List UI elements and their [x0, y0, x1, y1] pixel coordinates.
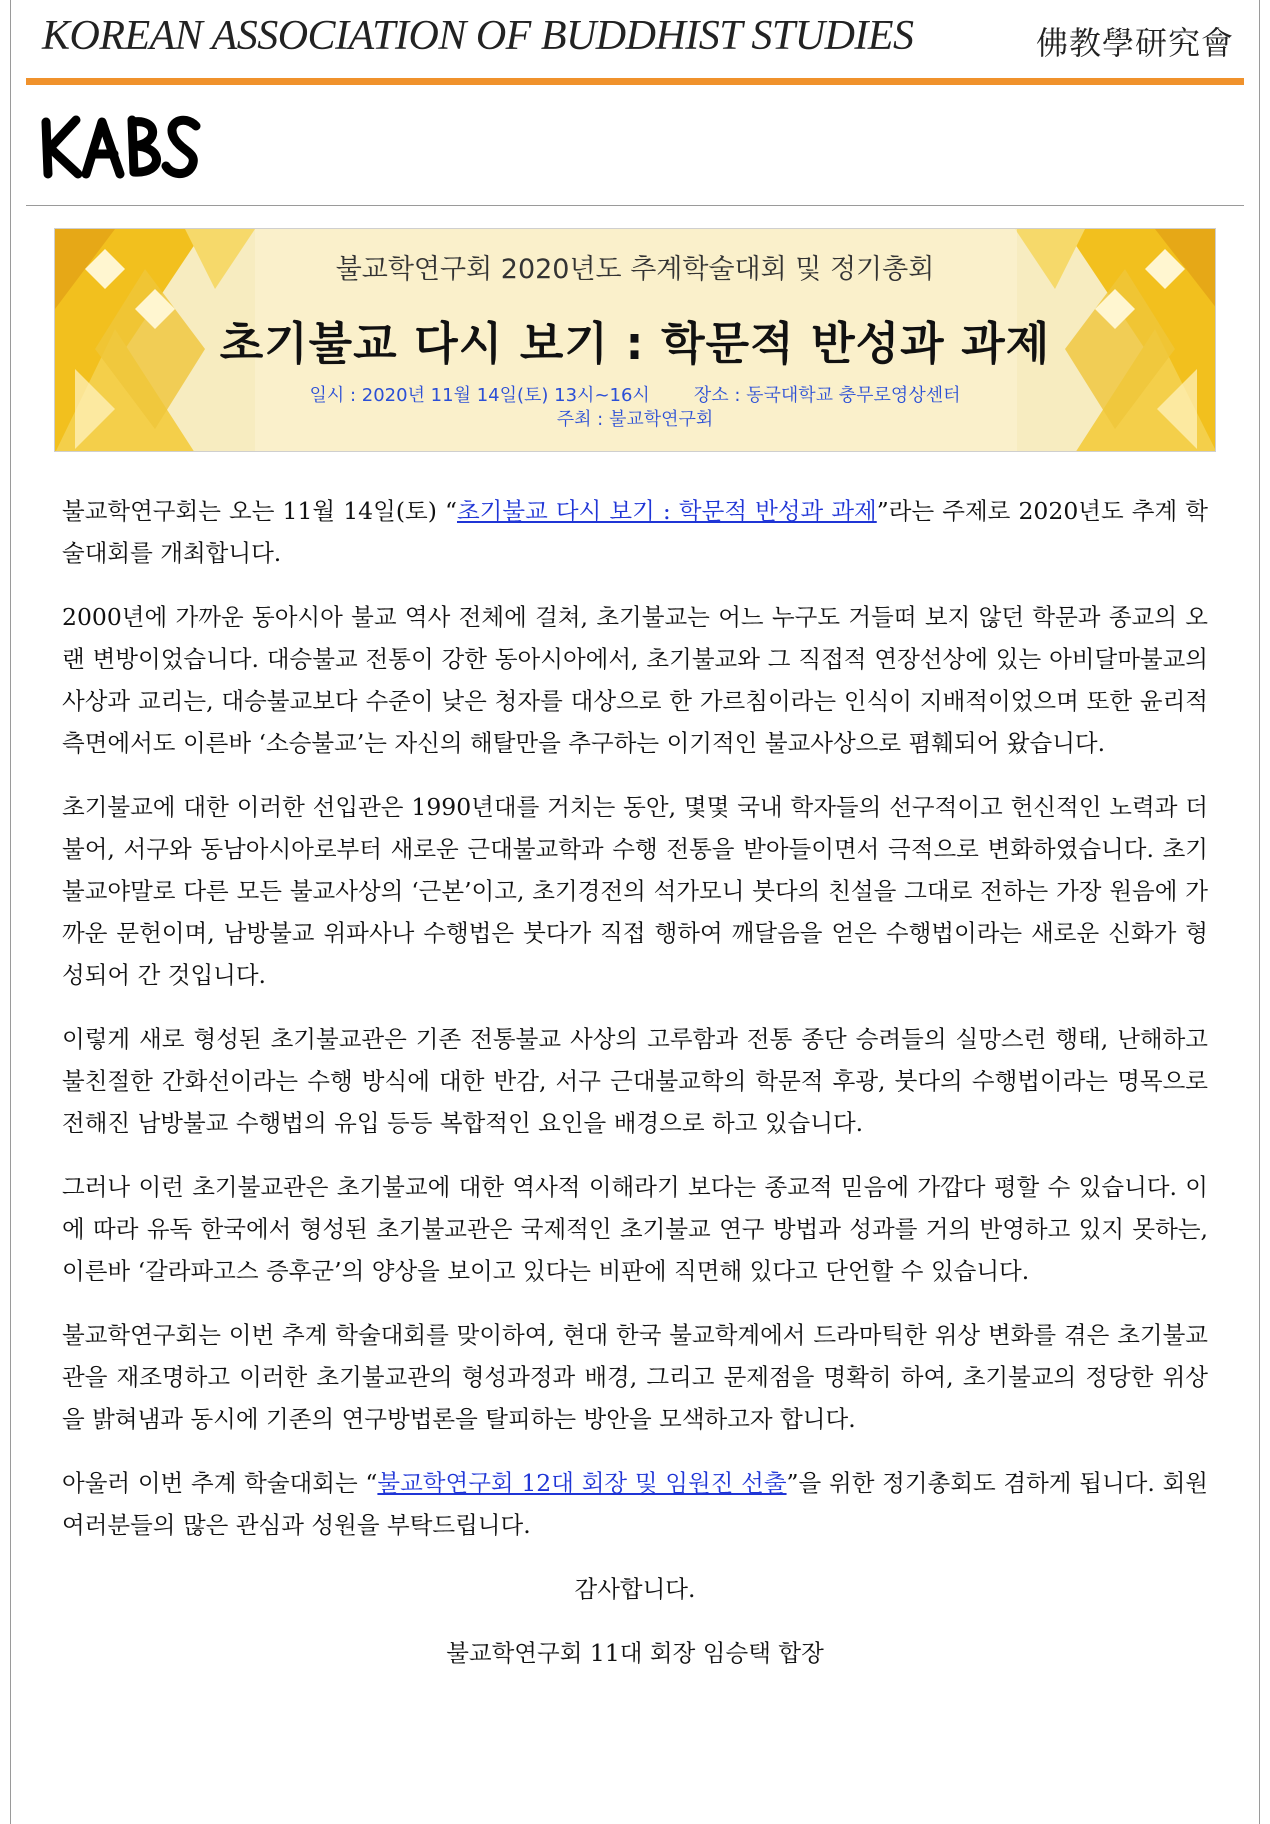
banner-title: 초기불교 다시 보기 : 학문적 반성과 과제 — [219, 317, 1051, 370]
paragraph-purpose: 불교학연구회는 이번 추계 학술대회를 맞이하여, 현대 한국 불교학계에서 드라마틱한 위상 변화를 겪은 초기불교관을 재조명하고 이러한 초기불교관의 형성과정과 배경, 그리고 문제점을 명확히 하여, 초기불교의 정당한 위상을 밝혀냄과 동시에 기존의 연구방법론을 탈피하는 방안을 모색하고자 합니다. — [62, 1321, 1208, 1433]
announcement-body — [62, 490, 1208, 1696]
logo-divider — [26, 205, 1244, 206]
paragraph-new-view: 이렇게 새로 형성된 초기불교관은 기존 전통불교 사상의 고루함과 전통 종단 승려들의 실망스런 행태, 난해하고 불친절한 간화선이라는 수행 방식에 대한 반감, 서구 근대불교학의 학문적 후광, 붓다의 수행법이라는 명목으로 전해진 남방불교 수행법의 유입 등등 복합적인 요인을 배경으로 하고 있습니다. — [62, 1025, 1208, 1137]
banner-subtitle: 불교학연구회 2020년도 추계학술대회 및 정기총회 — [335, 254, 935, 285]
thanks-text: 감사합니다. — [574, 1575, 696, 1603]
signature-text: 불교학연구회 11대 회장 임승택 합장 — [446, 1639, 824, 1667]
org-name: KOREAN ASSOCIATION OF BUDDHIST STUDIES — [42, 13, 914, 59]
topic-link[interactable]: 초기불교 다시 보기 : 학문적 반성과 과제 — [456, 497, 877, 525]
paragraph-general-meeting: 아울러 이번 추계 학술대회는 “불교학연구회 12대 회장 및 임원진 선출”을 위한 정기총회도 겸하게 됩니다. 회원 여러분들의 많은 관심과 성원을 부탁드립니다. — [62, 1469, 1208, 1539]
banner-date: 일시 : 2020년 11월 14일(토) 13시~16시 — [309, 385, 650, 406]
banner-date-venue — [55, 381, 1215, 407]
kabs-logo — [38, 108, 204, 180]
header-divider — [26, 78, 1244, 85]
paragraph-1990s: 초기불교에 대한 이러한 선입관은 1990년대를 거치는 동안, 몇몇 국내 학자들의 선구적이고 헌신적인 노력과 더불어, 서구와 동남아시아로부터 새로운 근대불교학과 수행 전통을 받아들이면서 극적으로 변화하였습니다. 초기불교야말로 다른 모든 불교사상의 ‘근본’이고, 초기경전의 석가모니 붓다의 친설을 그대로 전하는 가장 원음에 가까운 문헌이며, 남방불교 위파사나 수행법은 붓다가 직접 행하여 깨달음을 얻은 수행법이라는 새로운 신화가 형성되어 간 것입니다. — [62, 793, 1208, 989]
banner-host: 주최 : 불교학연구회 — [556, 409, 714, 430]
election-link[interactable]: 불교학연구회 12대 회장 및 임원진 선출 — [377, 1469, 787, 1497]
org-name-hanja: 佛教學研究會 — [1035, 24, 1234, 62]
event-banner[interactable] — [54, 228, 1216, 452]
paragraph-history: 2000년에 가까운 동아시아 불교 역사 전체에 걸쳐, 초기불교는 어느 누구도 거들떠 보지 않던 학문과 종교의 오랜 변방이었습니다. 대승불교 전통이 강한 동아시아에서, 초기불교와 그 직접적 연장선상에 있는 아비달마불교의 사상과 교리는, 대승불교보다 수준이 낮은 청자를 대상으로 한 가르침이라는 인식이 지배적이었으며 또한 윤리적 측면에서도 이른바 ‘소승불교’는 자신의 해탈만을 추구하는 이기적인 불교사상으로 폄훼되어 왔습니다. — [62, 603, 1208, 757]
banner-venue: 장소 : 동국대학교 충무로영상센터 — [693, 385, 961, 406]
header — [26, 0, 1244, 80]
paragraph-intro: 불교학연구회는 오는 11월 14일(토) “초기불교 다시 보기 : 학문적 반성과 과제”라는 주제로 2020년도 추계 학술대회를 개최합니다. — [62, 497, 1208, 567]
paragraph-criticism: 그러나 이런 초기불교관은 초기불교에 대한 역사적 이해라기 보다는 종교적 믿음에 가깝다 평할 수 있습니다. 이에 따라 유독 한국에서 형성된 초기불교관은 국제적인 초기불교 연구 방법과 성과를 거의 반영하고 있지 못하는, 이른바 ‘갈라파고스 증후군’의 양상을 보이고 있다는 비판에 직면해 있다고 단언할 수 있습니다. — [62, 1173, 1208, 1285]
